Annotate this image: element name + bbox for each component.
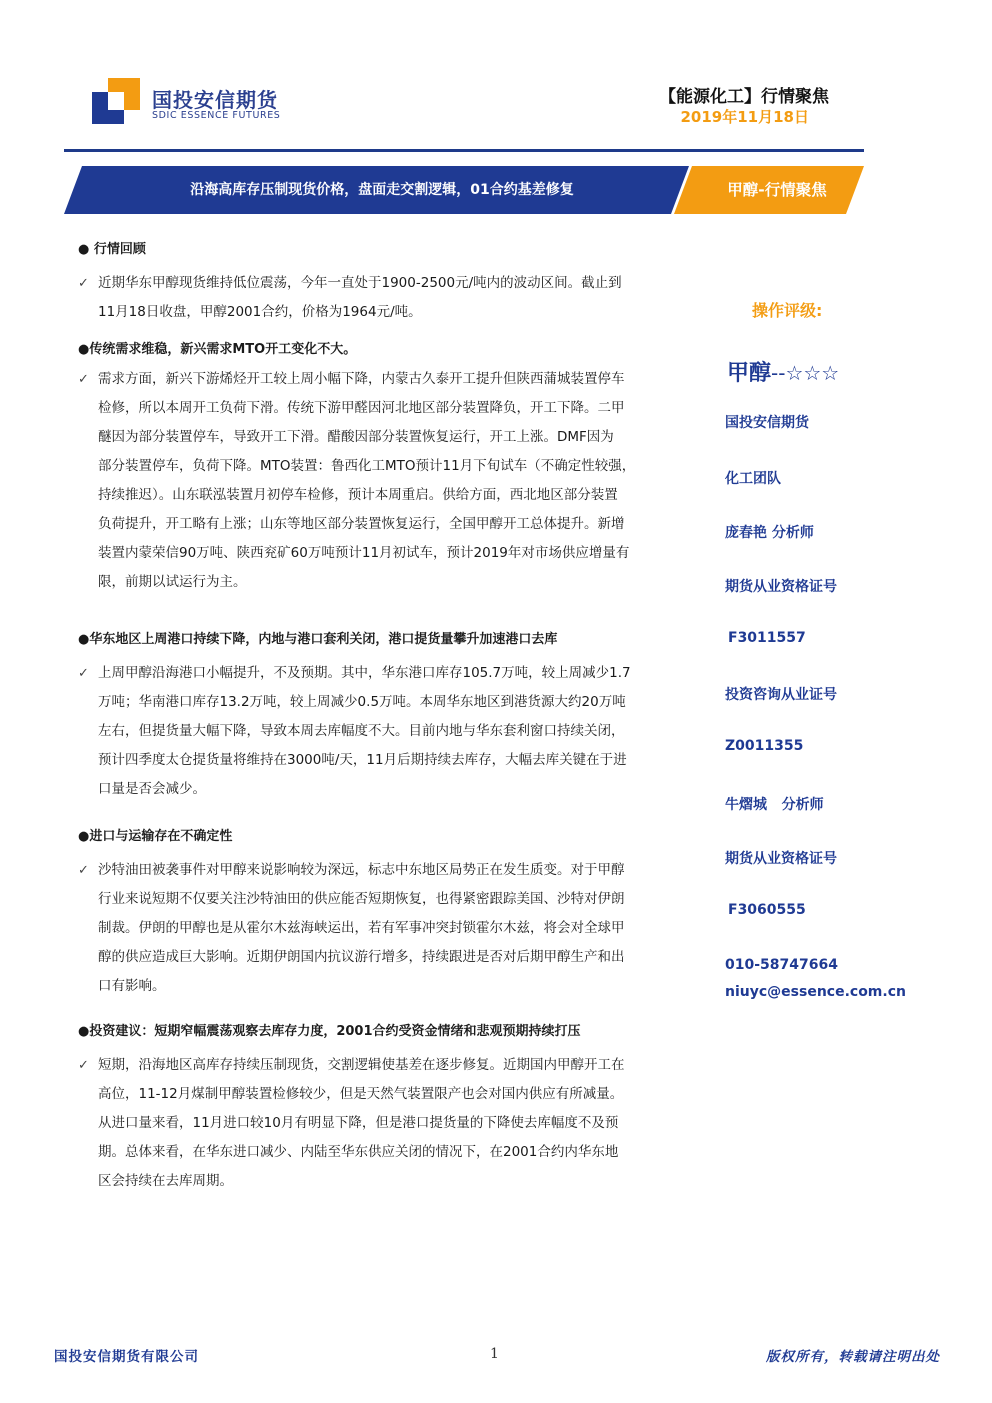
paragraph-line: 装置内蒙荣信90万吨、陕西兖矿60万吨预计11月初试车，预计2019年对市场供应增量有 bbox=[98, 545, 630, 561]
paragraph-line: 醚因为部分装置停车，导致开工下滑。醋酸因部分装置恢复运行，开工上涨。DMF因为 bbox=[98, 429, 614, 445]
check-icon: ✓ bbox=[78, 1058, 89, 1073]
report-title: 【能源化工】行情聚焦 bbox=[659, 87, 829, 107]
sidebar-team: 化工团队 bbox=[725, 471, 781, 487]
paragraph-line: 检修，所以本周开工负荷下滑。传统下游甲醛因河北地区部分装置降负，开工下降。二甲 bbox=[98, 400, 625, 416]
paragraph-line: 11月18日收盘，甲醇2001合约，价格为1964元/吨。 bbox=[98, 304, 422, 320]
paragraph-line: 制裁。伊朗的甲醇也是从霍尔木兹海峡运出，若有军事冲突封锁霍尔木兹，将会对全球甲 bbox=[98, 920, 625, 936]
sidebar-email[interactable]: niuyc@essence.com.cn bbox=[725, 984, 906, 1000]
paragraph-line: 醇的供应造成巨大影响。近期伊朗国内抗议游行增多，持续跟进是否对后期甲醇生产和出 bbox=[98, 949, 625, 965]
sidebar-license-label-1: 期货从业资格证号 bbox=[725, 579, 837, 595]
section-paragraph bbox=[78, 856, 738, 1001]
logo-english-name: SDIC ESSENCE FUTURES bbox=[152, 110, 281, 121]
paragraph-line: 部分装置停车，负荷下降。MTO装置：鲁西化工MTO预计11月下旬试车（不确定性较强， bbox=[98, 458, 636, 474]
page-number: 1 bbox=[490, 1346, 499, 1362]
paragraph-line: 口量是否会减少。 bbox=[98, 781, 206, 797]
sidebar-license-2: F3060555 bbox=[728, 902, 806, 918]
section-heading: ●传统需求维稳，新兴需求MTO开工变化不大。 bbox=[78, 342, 357, 357]
sidebar-consult-label: 投资咨询从业证号 bbox=[725, 687, 837, 703]
paragraph-line: 行业来说短期不仅要关注沙特油田的供应能否短期恢复，也得紧密跟踪美国、沙特对伊朗 bbox=[98, 891, 625, 907]
check-icon: ✓ bbox=[78, 372, 89, 387]
report-date: 2019年11月18日 bbox=[680, 108, 809, 126]
section-heading: ●进口与运输存在不确定性 bbox=[78, 829, 233, 844]
headline-banner bbox=[64, 166, 864, 216]
paragraph-line: 高位，11-12月煤制甲醇装置检修较少，但是天然气装置限产也会对国内供应有所减量。 bbox=[98, 1086, 624, 1102]
banner-tag: 甲醇-行情聚焦 bbox=[727, 181, 827, 199]
section-paragraph bbox=[78, 269, 738, 327]
section-paragraph bbox=[78, 659, 738, 804]
paragraph-line: 从进口量来看，11月进口较10月有明显下降，但是港口提货量的下降使去库幅度不及预 bbox=[98, 1115, 619, 1131]
check-icon: ✓ bbox=[78, 276, 89, 291]
paragraph-line: 持续推迟）。山东联泓装置月初停车检修，预计本周重启。供给方面，西北地区部分装置 bbox=[98, 487, 618, 503]
sidebar-analyst-2: 牛熠城 分析师 bbox=[725, 797, 824, 813]
sidebar-license-1: F3011557 bbox=[728, 630, 806, 646]
sidebar-company: 国投安信期货 bbox=[725, 415, 809, 431]
paragraph-line: 沙特油田被袭事件对甲醇来说影响较为深远，标志中东地区局势正在发生质变。对于甲醇 bbox=[98, 862, 625, 878]
paragraph-line: 区会持续在去库周期。 bbox=[98, 1173, 233, 1189]
paragraph-line: 口有影响。 bbox=[98, 978, 166, 994]
paragraph-line: 左右，但提货量大幅下降，导致本周去库幅度不大。目前内地与华东套利窗口持续关闭， bbox=[98, 723, 625, 739]
paragraph-line: 负荷提升，开工略有上涨；山东等地区部分装置恢复运行，全国甲醇开工总体提升。新增 bbox=[98, 516, 625, 532]
paragraph-line: 上周甲醇沿海港口小幅提升，不及预期。其中，华东港口库存105.7万吨，较上周减少1.7 bbox=[98, 665, 631, 681]
paragraph-line: 期。总体来看，在华东进口减少、内陆至华东供应关闭的情况下，在2001合约内华东地 bbox=[98, 1144, 619, 1160]
rating-line bbox=[727, 356, 839, 387]
footer-copyright: 版权所有，转载请注明出处 bbox=[766, 1349, 940, 1365]
paragraph-line: 万吨；华南港口库存13.2万吨，较上周减少0.5万吨。本周华东地区到港货源大约20万吨 bbox=[98, 694, 626, 710]
footer-company: 国投安信期货有限公司 bbox=[54, 1349, 199, 1365]
paragraph-line: 预计四季度太仓提货量将维持在3000吨/天，11月后期持续去库存，大幅去库关键在于进 bbox=[98, 752, 627, 768]
sidebar-analyst-1: 庞春艳 分析师 bbox=[725, 525, 814, 541]
sidebar-consult-number: Z0011355 bbox=[725, 738, 804, 754]
logo-chinese-name: 国投安信期货 bbox=[152, 88, 278, 112]
section-heading: ●投资建议：短期窄幅震荡观察去库存力度，2001合约受资金情绪和悲观预期持续打压 bbox=[78, 1024, 581, 1039]
rating-product: 甲醇 bbox=[727, 361, 772, 386]
paragraph-line: 短期，沿海地区高库存持续压制现货，交割逻辑使基差在逐步修复。近期国内甲醇开工在 bbox=[98, 1057, 625, 1073]
rating-stars: --☆☆☆ bbox=[771, 361, 840, 385]
section-heading: ● 行情回顾 bbox=[78, 242, 146, 257]
check-icon: ✓ bbox=[78, 863, 89, 878]
section-heading: ●华东地区上周港口持续下降，内地与港口套利关闭，港口提货量攀升加速港口去库 bbox=[78, 632, 558, 647]
sidebar-phone: 010-58747664 bbox=[725, 957, 838, 973]
company-logo bbox=[92, 78, 322, 126]
header-divider bbox=[64, 149, 864, 152]
paragraph-line: 近期华东甲醇现货维持低位震荡，今年一直处于1900-2500元/吨内的波动区间。截止到 bbox=[98, 275, 622, 291]
paragraph-line: 限，前期以试运行为主。 bbox=[98, 574, 247, 590]
paragraph-line: 需求方面，新兴下游烯烃开工较上周小幅下降，内蒙古久泰开工提升但陕西蒲城装置停车 bbox=[98, 371, 625, 387]
sidebar-license-label-2: 期货从业资格证号 bbox=[725, 851, 837, 867]
section-paragraph bbox=[78, 1051, 738, 1196]
logo-mark-icon bbox=[92, 78, 140, 124]
banner-headline: 沿海高库存压制现货价格，盘面走交割逻辑，01合约基差修复 bbox=[190, 182, 574, 198]
check-icon: ✓ bbox=[78, 666, 89, 681]
section-paragraph bbox=[78, 365, 738, 597]
rating-label: 操作评级: bbox=[752, 301, 823, 320]
